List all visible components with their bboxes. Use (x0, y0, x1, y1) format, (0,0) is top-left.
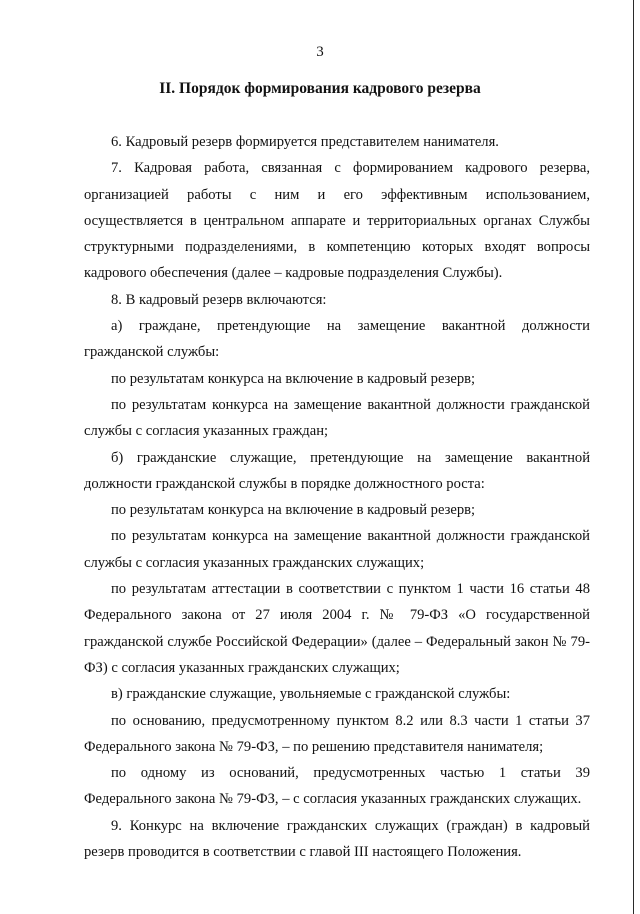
paragraph-8b-item-2: по результатам конкурса на замещение вакантной должности гражданской службы с согласия указанных гражданских служащих; (84, 528, 590, 571)
paragraph-8a: а) граждане, претендующие на замещение вакантной должности гражданской службы: (84, 318, 590, 361)
paragraph-8c-item-2: по одному из оснований, предусмотренных частью 1 статьи 39 Федерального закона № 79-ФЗ, – с согласия указанных гражданских служащих. (84, 765, 590, 808)
paragraph-8c-item-1: по основанию, предусмотренному пунктом 8.2 или 8.3 части 1 статьи 37 Федерального закона № 79-ФЗ, – по решению представителя нанимателя; (84, 712, 590, 755)
paragraph-6: 6. Кадровый резерв формируется представителем нанимателя. (111, 134, 499, 150)
document-body (84, 129, 590, 865)
paragraph-8: 8. В кадровый резерв включаются: (111, 291, 327, 308)
paragraph-8b-item-1: по результатам конкурса на включение в кадровый резерв; (111, 502, 476, 519)
paragraph-7: 7. Кадровая работа, связанная с формированием кадрового резерва, организацией работы с ним и его эффективным использованием, осуществляется в центральном аппарате и территориальных органах Службы структурными подразделениями, в компетенцию которых входят вопросы кадрового обеспечения (далее – кадровые подразделения Службы). (84, 160, 590, 282)
section-heading: II. Порядок формирования кадрового резерва (159, 80, 481, 97)
page-number: 3 (316, 44, 324, 60)
scan-edge-line (633, 0, 634, 914)
paragraph-8b-item-3: по результатам аттестации в соответствии с пунктом 1 части 16 статьи 48 Федерального закона от 27 июля 2004 г. № 79-ФЗ «О государственной гражданской службе Российской Федерации» (далее – Федеральный закон № 79-ФЗ) с согласия указанных гражданских служащих; (84, 581, 590, 676)
paragraph-8c: в) гражданские служащие, увольняемые с гражданской службы: (111, 686, 511, 703)
paragraph-8a-item-2: по результатам конкурса на замещение вакантной должности гражданской службы с согласия указанных граждан; (84, 396, 590, 440)
paragraph-8b: б) гражданские служащие, претендующие на замещение вакантной должности гражданской службы в порядке должностного роста: (84, 449, 590, 492)
paragraph-8a-item-1: по результатам конкурса на включение в кадровый резерв; (111, 370, 476, 387)
paragraph-9: 9. Конкурс на включение гражданских служащих (граждан) в кадровый резерв проводится в соответствии с главой III настоящего Положения. (84, 817, 590, 861)
